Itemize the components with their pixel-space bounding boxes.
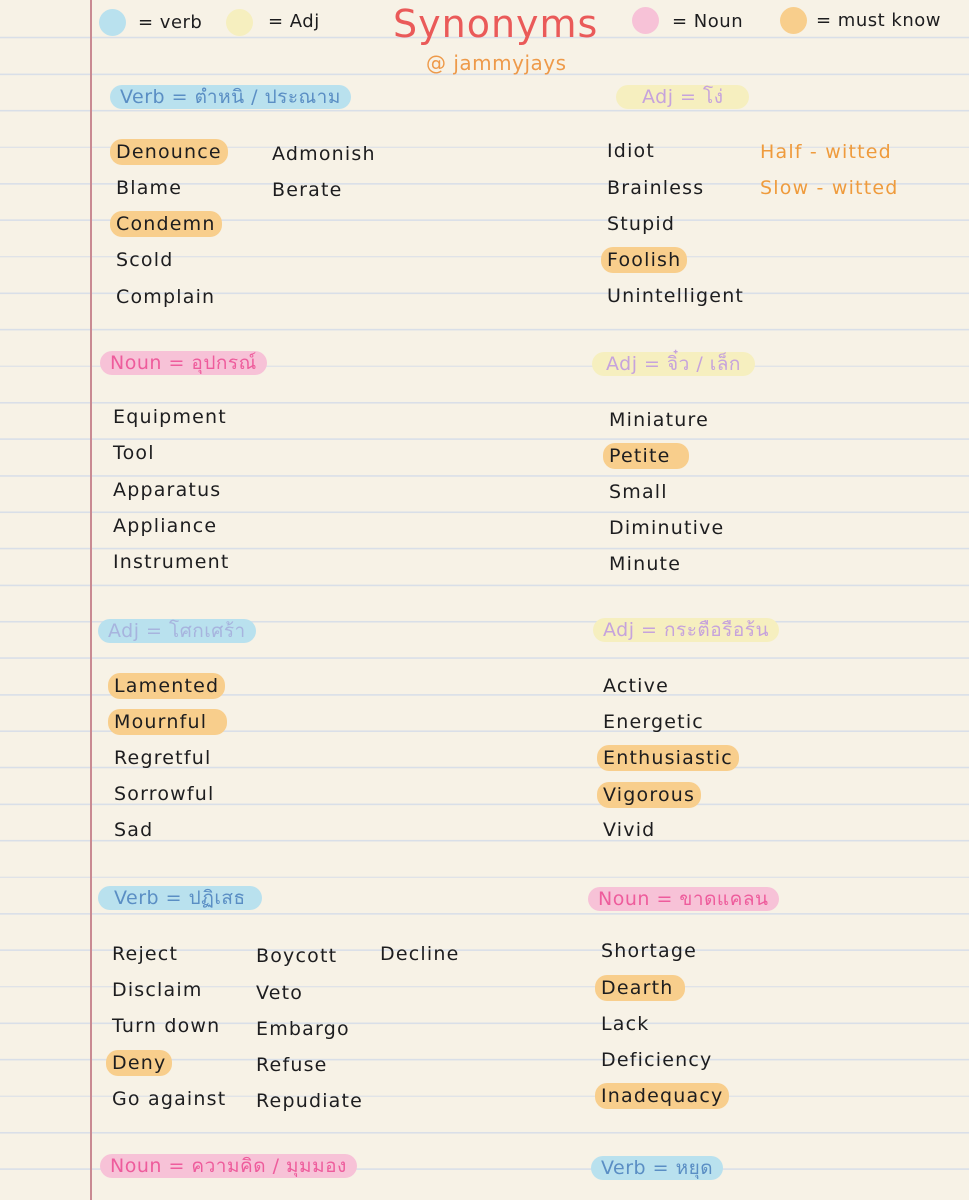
word-condemn: Condemn [110,211,222,237]
word-brainless: Brainless [607,177,705,199]
word-vigorous: Vigorous [597,782,701,808]
word-decline: Decline [380,943,460,965]
word-shortage: Shortage [601,940,697,962]
word-diminutive: Diminutive [609,517,725,539]
section-label-noun-idea: Noun = ความคิด / มุมมอง [100,1154,357,1178]
word-instrument: Instrument [113,551,230,573]
section-label-adj-sad: Adj = โศกเศร้า [98,619,256,643]
word-lack: Lack [601,1013,650,1035]
word-regretful: Regretful [114,747,212,769]
word-repudiate: Repudiate [256,1090,364,1112]
section-label-verb-denounce: Verb = ตำหนิ / ประณาม [110,85,351,109]
legend-must-know-dot [780,7,807,34]
legend-noun-dot [632,7,659,34]
word-scold: Scold [116,249,174,271]
word-embargo: Embargo [256,1018,350,1040]
word-vivid: Vivid [603,819,656,841]
word-boycott: Boycott [256,945,338,967]
word-equipment: Equipment [113,406,227,428]
word-miniature: Miniature [609,409,710,431]
word-admonish: Admonish [272,143,376,165]
page-title: Synonyms [393,2,599,46]
section-label-adj-foolish: Adj = โง่ [616,85,749,109]
word-sad: Sad [114,819,154,841]
word-sorrowful: Sorrowful [114,783,215,805]
word-go-against: Go against [112,1088,227,1110]
legend-must-know-label: = must know [816,10,941,31]
word-reject: Reject [112,943,179,965]
word-petite: Petite [603,443,689,469]
word-turn-down: Turn down [112,1015,221,1037]
word-half-witted: Half - witted [760,141,892,163]
word-appliance: Appliance [113,515,218,537]
word-small: Small [609,481,668,503]
word-stupid: Stupid [607,213,676,235]
word-energetic: Energetic [603,711,704,733]
word-deficiency: Deficiency [601,1049,713,1071]
legend-verb-label: = verb [138,12,203,33]
author-handle: @ jammyjays [426,51,567,75]
word-foolish: Foolish [601,247,687,273]
word-unintelligent: Unintelligent [607,285,745,307]
word-berate: Berate [272,179,343,201]
word-slow-witted: Slow - witted [760,177,899,199]
section-label-verb-reject: Verb = ปฏิเสธ [98,886,262,910]
word-refuse: Refuse [256,1054,328,1076]
word-complain: Complain [116,286,216,308]
word-denounce: Denounce [110,139,228,165]
word-minute: Minute [609,553,682,575]
word-active: Active [603,675,669,697]
word-tool: Tool [113,442,155,464]
margin-line [90,0,92,1200]
section-label-adj-enthusiastic: Adj = กระตือรือร้น [593,618,779,642]
word-enthusiastic: Enthusiastic [597,745,739,771]
word-blame: Blame [116,177,183,199]
legend-adj-label: = Adj [268,11,320,32]
word-veto: Veto [256,982,304,1004]
word-dearth: Dearth [595,975,685,1001]
section-label-verb-stop: Verb = หยุด [591,1156,723,1180]
word-mournful: Mournful [108,709,227,735]
word-idiot: Idiot [607,140,656,162]
word-inadequacy: Inadequacy [595,1083,729,1109]
legend-adj-dot [226,9,253,36]
word-disclaim: Disclaim [112,979,203,1001]
section-label-noun-shortage: Noun = ขาดแคลน [588,887,779,911]
word-apparatus: Apparatus [113,479,222,501]
legend-verb-dot [99,9,126,36]
section-label-adj-tiny: Adj = จิ๋ว / เล็ก [592,352,755,376]
word-lamented: Lamented [108,673,225,699]
word-deny: Deny [106,1050,172,1076]
section-label-noun-equipment: Noun = อุปกรณ์ [100,351,267,375]
legend-noun-label: = Noun [672,11,744,32]
